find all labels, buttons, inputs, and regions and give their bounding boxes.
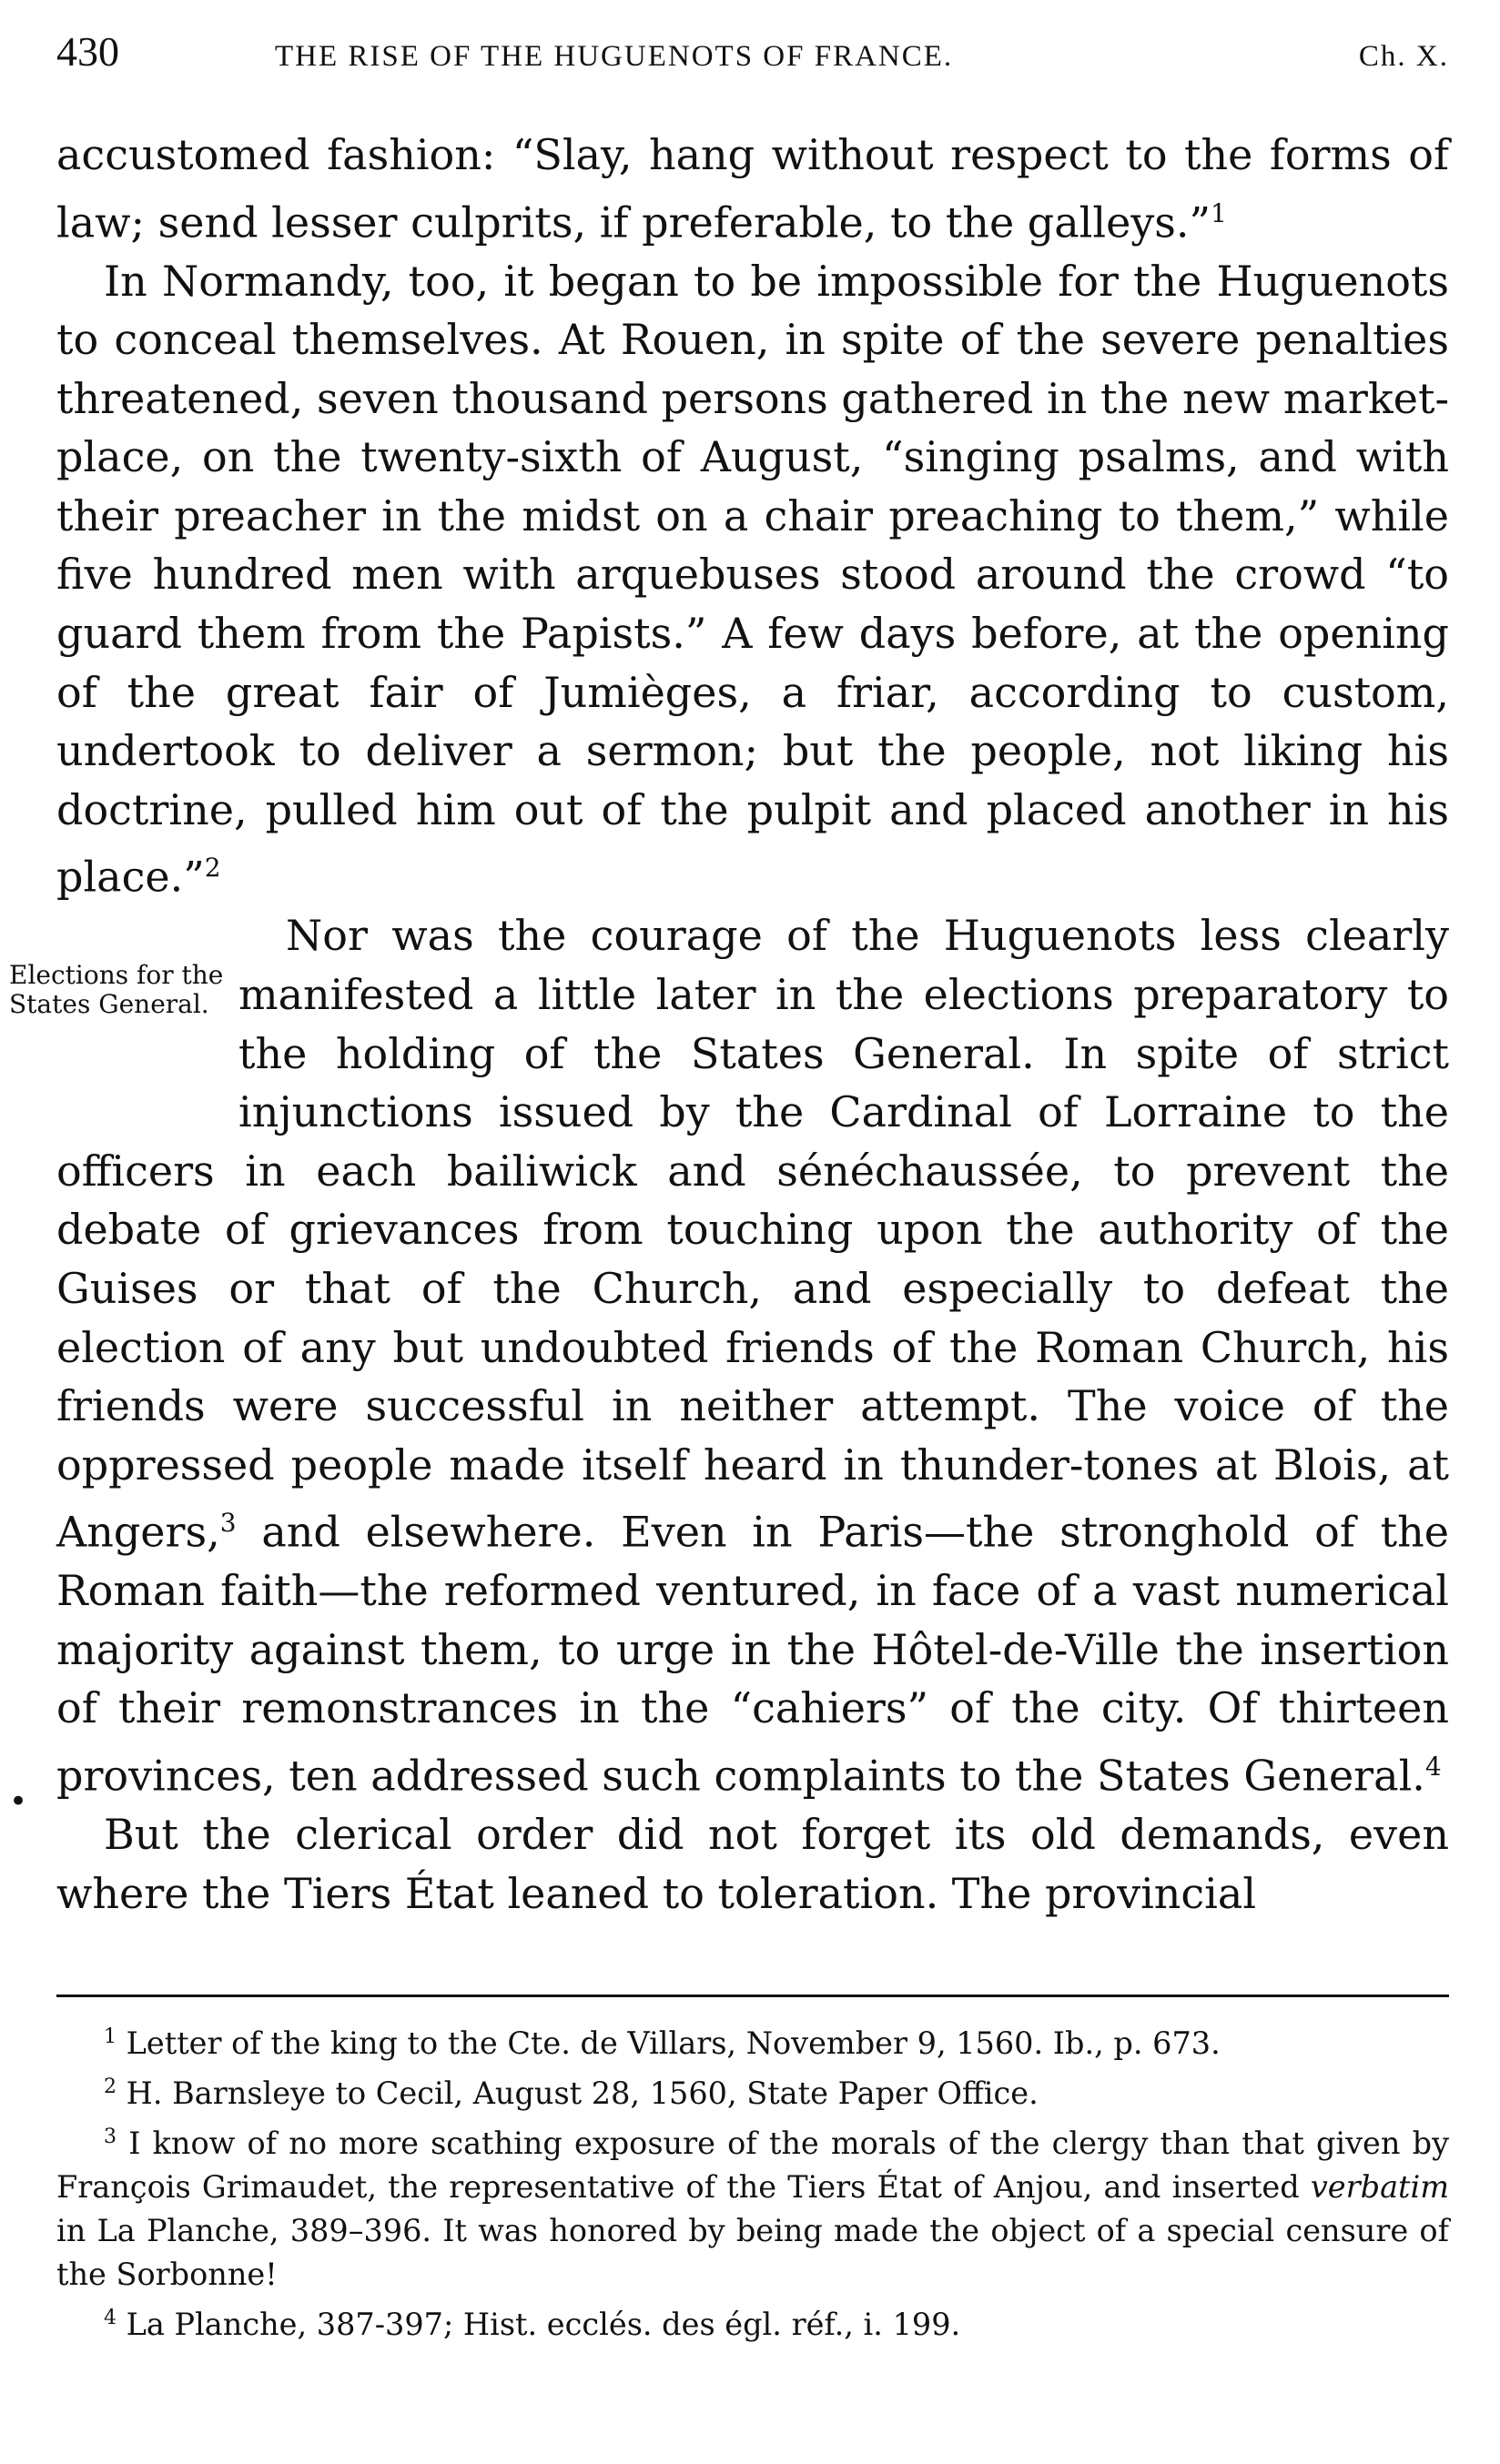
paragraph-2: In Normandy, too, it began to be impossible for the Huguenots to conceal themselves. At Rouen, in spite of the severe penalties threatened, seven thousand persons gathered in the new market-place, on the twenty-sixth of August, “singing psalms, and with their preacher in the midst on a chair preaching to them,” while five hundred men with arquebuses stood around the crowd “to guard them from the Papists.” A few days before, at the opening of the great fair of Jumièges, a friar, according to custom, undertook to deliver a sermon; but the people, not liking his doctrine, pulled him out of the pulpit and placed another in his place.”$^2$	[56, 256, 1449, 902]
footnote-ref-3: 3	[219, 1508, 237, 1539]
footnote-ref-1: 1	[1211, 197, 1227, 228]
margin-note: Elections for the States General.	[9, 960, 224, 1020]
running-head	[56, 20, 1449, 84]
footnote-3: $^3$ I know of no more scathing exposure of the morals of the clergy than that given by François Grimaudet, the representative of the Tiers État of Anjou, and inserted verbatim in La Planche, 389–396. It was honored by being made the object of a special censure of the Sorbonne!	[56, 2126, 1449, 2293]
paragraph-3: Elections for the States General. Nor was the courage of the Huguenots less clearly manifested a little later in the elections preparatory to the holding of the States General. In spite of strict injunctions issued by the Cardinal of Lorraine to the officers in each bailiwick and sénéchaussée, to prevent the debate of grievances from touching upon the authority of the Guises or that of the Church, and especially to defeat the election of any but undoubted friends of the Roman Church, his friends were successful in neither attempt. The voice of the oppressed people made itself heard in thunder-tones at Blois, at Angers,$^3$ and elsewhere. Even in Paris—the stronghold of the Roman faith—the reformed ventured, in face of a vast numerical majority against them, to urge in the Hôtel-de-Ville the insertion of their remonstrances in the “cahiers” of the city. Of thirteen provinces, ten addressed such complaints to the States General.$^4$	[56, 906, 1449, 1805]
page-number: 430	[56, 28, 119, 75]
footnote-4: $^4$ La Planche, 387-397; Hist. ecclés. des égl. réf., i. 199.	[104, 2307, 961, 2343]
footnote-2: $^2$ H. Barnsleye to Cecil, August 28, 1560, State Paper Office.	[104, 2075, 1039, 2112]
chapter-label: Ch. X.	[1358, 40, 1449, 73]
book-title: THE RISE OF THE HUGUENOTS OF FRANCE.	[275, 40, 954, 73]
paragraph-1: accustomed fashion: “Slay, hang without respect to the forms of law; send lesser culprits, if preferable, to the galleys.”$^1$	[56, 130, 1449, 247]
footnote-ref-4: 4	[1424, 1752, 1442, 1782]
margin-dot: •	[9, 1783, 28, 1820]
footnote-rule	[56, 1994, 1449, 1997]
body-text	[9, 126, 1449, 1923]
paragraph-4: But the clerical order did not forget its old demands, even where the Tiers État leaned to toleration. The provincial	[56, 1809, 1449, 1918]
footnote-ref-2: 2	[204, 853, 221, 884]
footnote-1: $^1$ Letter of the king to the Cte. de Villars, November 9, 1560. Ib., p. 673.	[104, 2025, 1221, 2062]
footnotes	[56, 2015, 1449, 2348]
